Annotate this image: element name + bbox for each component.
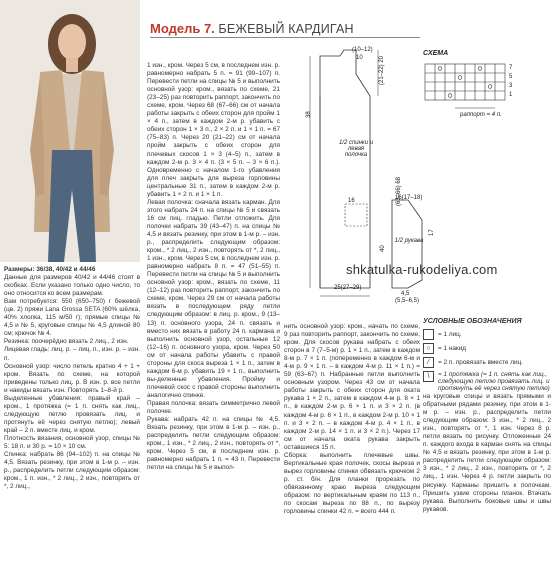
row-3: 3 — [509, 83, 513, 89]
chart-row-numbers — [509, 64, 512, 100]
sleeve-label: 1/2 рукава — [394, 238, 424, 244]
dim-armhole: (21–22) 20 — [379, 55, 385, 85]
back-front-label: 1/2 спинки и левая полочка — [338, 140, 374, 158]
instructions-column-4 — [423, 393, 551, 514]
back-continued-text: 1 изн., кром. Через 5 см, в последнем изн. р. равномерно набрать 5 п. = 91 (99–107) п. Перевести петли на спицы № 5 и выполнить основной узор: кром., вязать по схеме, 21 (23–25) раз повторить раппорт, закончить по схеме, кром. Через 68 (67–66) см от начала работы закрыть с обеих сторон для пройм 1 × 4 п., затем в каждом 2-м р. убавить с обеих сторон 1 × 3 п., 2 × 2 п. и 1 × 1 п. = 67 (75–83) п. Через 20 (21–22) см от начала пройм закрыть с обеих сторон для плечевых скосов 1 × 3 (4–5) п., затем в каждом 2-м р. 3 × 4 п. (3 × 5 п. – 3 × 6 п.). Одновременно с началом 1-го убавления для плеч закрыть для выреза горловины центральные 31 п., затем в каждом 2-м р. убавить 1 × 2 п. и 1 × 1 п. — [147, 62, 280, 198]
dim-sleeve-cap: 17 — [429, 229, 435, 236]
page-header — [150, 21, 354, 36]
legend-item — [423, 343, 553, 354]
row-1: 1 — [509, 92, 513, 98]
instructions-column-2 — [147, 62, 280, 472]
legend-label: = 2 п. провязать вместе лиц. — [438, 359, 523, 366]
knit-symbol-icon — [423, 329, 434, 340]
legend-title: УСЛОВНЫЕ ОБОЗНАЧЕНИЯ — [423, 318, 522, 325]
back-text: Спинка: набрать 86 (94–102) п. на спицы № 4,5. Вязать резинку, при этом в 1-м р. – изн. р., распределить петли следующим образом: кром., 1 п. изн., * 2 лиц., 2 изн., повторять от *, 2 лиц., — [4, 451, 140, 491]
dim-bottom: 25(27–29) — [334, 285, 362, 291]
instructions-column-1 — [4, 266, 140, 491]
pattern-diagram — [300, 44, 430, 324]
legend-item — [423, 357, 553, 368]
assembly-text: Сборка: выполнить плечевые швы. Вертикальные края полочек, скосы выреза и вырез горловины спинки обвязать крючком 2 р. ст. б/н. Для планки прорезать по обвязанному краю выреза следующим образом: по вертикальным краям по 113 п., по скосам выреза по 88 п., по вырезу горловины спинки 42 п. = всего 444 п. — [284, 451, 420, 516]
legend-item — [423, 329, 553, 340]
sizes-text: Данные для размеров 40/42 и 44/46 стоят в скобках. Если указано только одно число, то оно относится ко всем размерам. — [4, 274, 140, 298]
dim-top-2: 10 — [356, 55, 363, 61]
watermark-text: shkatulka-rukodeliya.com — [346, 262, 498, 277]
rib-text: Резинка: поочерёдно вязать 2 лиц., 2 изн. — [4, 338, 129, 346]
legend — [423, 318, 553, 395]
dim-sleeve-top: 16(17–18) — [395, 195, 423, 201]
dim-side: 38 — [306, 111, 312, 118]
rapport-label: раппорт = 4 п. — [460, 112, 502, 118]
materials-text: Вам потребуется: 550 (650–750) г бежевой (цв. 2) пряжи Lana Grossa SETA (60% шёлка, 40% хлопка, 115 м/50 г); прямые спицы № 4,5 и № 5, круговые спицы № 4,5 длиной 80 см; крючок № 4. — [4, 298, 140, 338]
yarn-over-symbol-icon: ○ — [423, 343, 434, 354]
model-label: Модель 7. — [150, 21, 215, 36]
dim-pocket: 16 — [348, 198, 355, 204]
dim-sleeve-length: 40 — [380, 245, 386, 252]
schema-title: СХЕМА — [423, 50, 449, 57]
model-photo — [0, 0, 140, 262]
sleeves-text: Рукава: набрать 42 п. на спицы № 4,5. Вязать резинку, при этом в 1-м р. – изн. р., распределить петли следующим образом: кром., 1 изн., * 2 лиц., 2 изн., повторять от *, кром. Через 5 см, в последнем изн. р. равномерно набрать 1 п. = 43 п. Перевести петли на спицы № 5 и выпол- — [147, 416, 280, 472]
decreases-text: Выделенные убавления: правый край – кром., 1 протяжка (= 1 п. снять как лиц., следующую петлю провязать лиц. и протянуть её через снятую петлю); левый край – 2 п. вместе лиц. и кром. — [4, 394, 140, 434]
stockinette-text: Лицевая гладь: лиц. р. – лиц. п., изн. р. – изн. п. — [4, 346, 140, 362]
dim-top-1: (10–12) — [352, 47, 373, 53]
dim-length: (63–66) 68 — [396, 176, 402, 206]
page-title: БЕЖЕВЫЙ КАРДИГАН — [218, 22, 354, 36]
dim-sleeve-bottom-2: (5,5–6,5) — [395, 298, 420, 304]
ssk-symbol-icon: \ — [423, 371, 434, 382]
sizes-heading: Размеры: 36/38, 40/42 и 44/46 — [4, 266, 96, 273]
row-5: 5 — [509, 74, 513, 80]
legend-label: = 1 накид — [438, 345, 467, 352]
dim-sleeve-bottom: 4,5 — [401, 291, 410, 297]
gauge-text: Плотность вязания, основной узор, спицы № 5: 18 п. и 30 р. = 10 × 10 см. — [4, 434, 140, 451]
legend-label: = 1 протяжка (= 1 п. снять как лиц., следующую петлю провязать лиц. и протянуть её через снятую петлю) — [438, 371, 550, 392]
legend-item — [423, 371, 553, 392]
main-pattern-text: Основной узор: число петель кратно 4 + 1 + кром. Вязать по схеме, на которой приведены только лиц. р. В изн. р. все петли и накиды вязать изн. Повторять 1–8-й р. — [4, 362, 140, 394]
sleeves-continued-text: нить основной узор: кром., начать по схеме, 9 раз повторить раппорт, закончить по схеме, кром. Для скосов рукава набрать с обеих сторон в 7 (7–5-м) р. 1 × 1 п., затем в каждом 8-м р. 7 × 1 п. (попеременно в каждом 6-м и 4-м р. 9 × 1 п. – в каждом 4-м р. 11 × 1 п.) = 59 (63–67) п. Набранные петли выполнить основным узором. Через 43 см от начала работы закрыть с обеих сторон для оката рукава 1 × 2 п., затем в каждом 4-м р. 8 × 1 п., в каждом 2-м р. 6 × 1 п. и 3 × 2 п. (в каждом 4-м р. 6 × 1 п., в каждом 2-м р. 10 × 1 п. и 3 × 2 п. – в каждом 4-м р. 4 × 1 п., в каждом 2-м р. 14 × 1 п. и 3 × 2 п.). Через 17 см от начала оката рукава закрыть оставшиеся 15 п. — [284, 323, 420, 451]
row-7: 7 — [509, 65, 513, 71]
header-rule — [150, 37, 420, 38]
left-front-text: Левая полочка: сначала вязать карман. Для этого набрать 24 п. на спицы № 5 и связать 16 см лиц. гладью. Петли отложить. Для полочки набрать 39 (43–47) п. на спицы № 4,5 и вязать резинку, при этом в 1-м р. – изн. р., распределить следующим образом: кром., * 2 лиц., 2 изн., повторять от *, 2 лиц., 1 изн., кром. Через 5 см, в последнем изн. р. равномерно набрать 8 п. = 47 (51–55) п. Перевести петли на спицы № 5 и выполнить основной узор: кром., вязать по схеме, 11 (12–12) раз повторить раппорт, закончить по схеме, кром. Через 29 см от начала работы вязать в последующем ряду петли следующим образом: в лиц. р. кром., 9 (13–13) п. основного узора, 24 п. связать и вместо них вязать в работу 24 п. кармана и выполнить основной узор, остальные 12 (12–16) п. основного узора, кром. Через 50 см от начала работы убавить с правой стороны для скоса выреза 1 × 1 п., затем в каждом 6-м р. убавить 19 × 1 п., выполнить вы-деленные убавления. Пройму и плечевой скос с правой стороны выполнить аналогично спинке. — [147, 198, 280, 399]
legend-label: = 1 лиц. — [438, 331, 462, 338]
instructions-column-3 — [284, 323, 420, 516]
right-front-text: Правая полочка: вязать симметрично левой полочке. — [147, 399, 280, 416]
finishing-text: на круговые спицы и вязать прямыми и обратными рядами резинку, при этом в 1-м р. – изн. р., распределить петли следующим образом: 3 изн., * 2 лиц., 2 изн., повторять от *, 1 изн. Через 8 р. петли вязать по рисунку. Отложенные 24 п. каждого входа в карман снять на спицы № 4,5 и вязать резинку, при этом в 1-м р. распределить петли следующим образом: 3 изн., * 2 лиц., 2 изн., повторять от *, 2 лиц., 1 изн. Через 4 р. петли закрыть по рисунку. Карманы пришить к полочкам. Пришить узкие стороны планок. Втачать рукава. Выполнить боковые швы и швы рукавов. — [423, 393, 551, 513]
k2tog-symbol-icon: ⁄ — [423, 357, 434, 368]
